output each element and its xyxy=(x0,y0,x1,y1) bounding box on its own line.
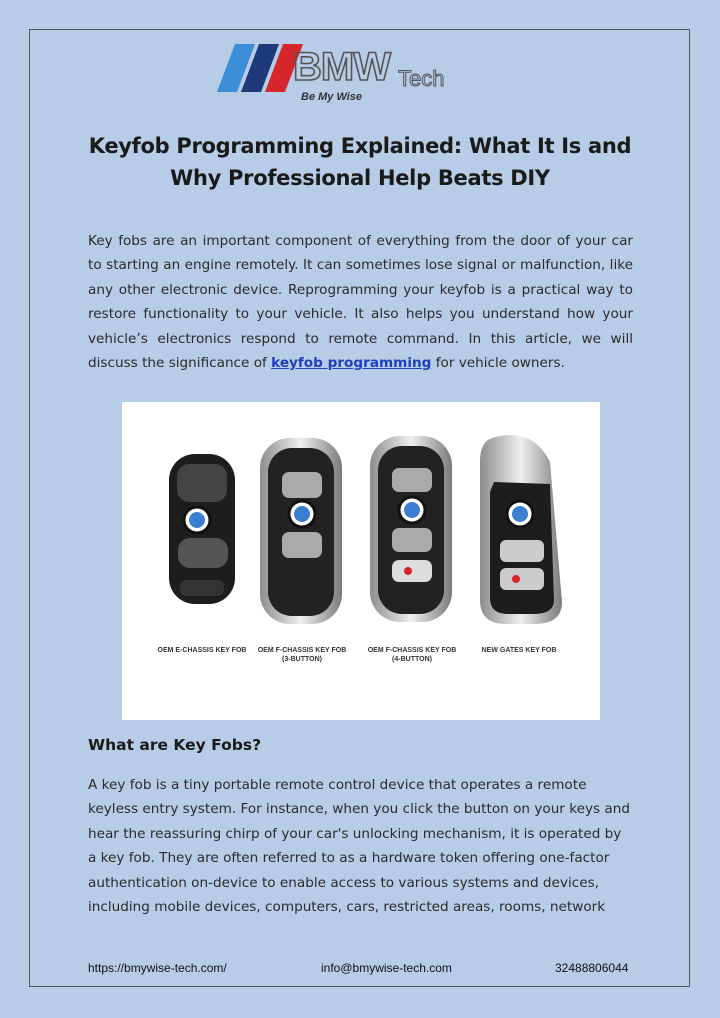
fob-e-chassis xyxy=(169,454,235,604)
section-heading: What are Key Fobs? xyxy=(88,736,262,754)
fob-new-gates xyxy=(480,435,562,624)
caption-fob-2: OEM F-CHASSIS KEY FOB (3-BUTTON) xyxy=(257,647,347,663)
section-paragraph: A key fob is a tiny portable remote control device that operates a remote keyless entry system. For instance, when you click the button on your keys and hear the reassuring chirp of your car's unlocking mechanism, it is operated by a key fob. They are often referred to as a hardware token offering one-factor authentication on-device to enable access to various systems and devices, including mobile devices, computers, cars, restricted areas, rooms, network xyxy=(88,777,630,916)
logo-suffix: Tech xyxy=(398,66,445,91)
logo-tagline: Be My Wise xyxy=(301,91,363,103)
fob-f-chassis-4-button xyxy=(370,436,452,622)
company-logo[interactable] xyxy=(215,38,460,106)
intro-text-after: for vehicle owners. xyxy=(431,355,565,372)
footer-phone: 32488806044 xyxy=(555,961,629,975)
fob-f-chassis-3-button xyxy=(260,438,342,624)
intro-paragraph xyxy=(88,229,633,375)
caption-fob-4: NEW GATES KEY FOB xyxy=(481,647,557,654)
intro-text-before: Key fobs are an important component of everything from the door of your car to starting an engine remotely. It can sometimes lose signal or malfunction, like any other electronic device. Reprogramming your keyfob is a practical way to restore functionality to your vehicle. It also helps you understand how your vehicle’s electronics respond to remote command. In this article, we will discuss the significance of xyxy=(88,233,633,372)
keyfob-programming-link[interactable]: keyfob programming xyxy=(271,355,432,372)
logo-mark: BMW xyxy=(293,45,390,89)
caption-fob-1: OEM E-CHASSIS KEY FOB xyxy=(157,647,247,654)
page-title: Keyfob Programming Explained: What It Is and Why Professional Help Beats DIY xyxy=(88,134,632,190)
keyfob-image xyxy=(122,402,600,720)
caption-fob-3: OEM F-CHASSIS KEY FOB (4-BUTTON) xyxy=(367,647,457,663)
footer-website[interactable]: https://bmywise-tech.com/ xyxy=(88,961,227,975)
footer-email[interactable]: info@bmywise-tech.com xyxy=(321,961,452,975)
keyfob-illustration xyxy=(122,402,600,720)
logo-graphic xyxy=(215,38,460,106)
